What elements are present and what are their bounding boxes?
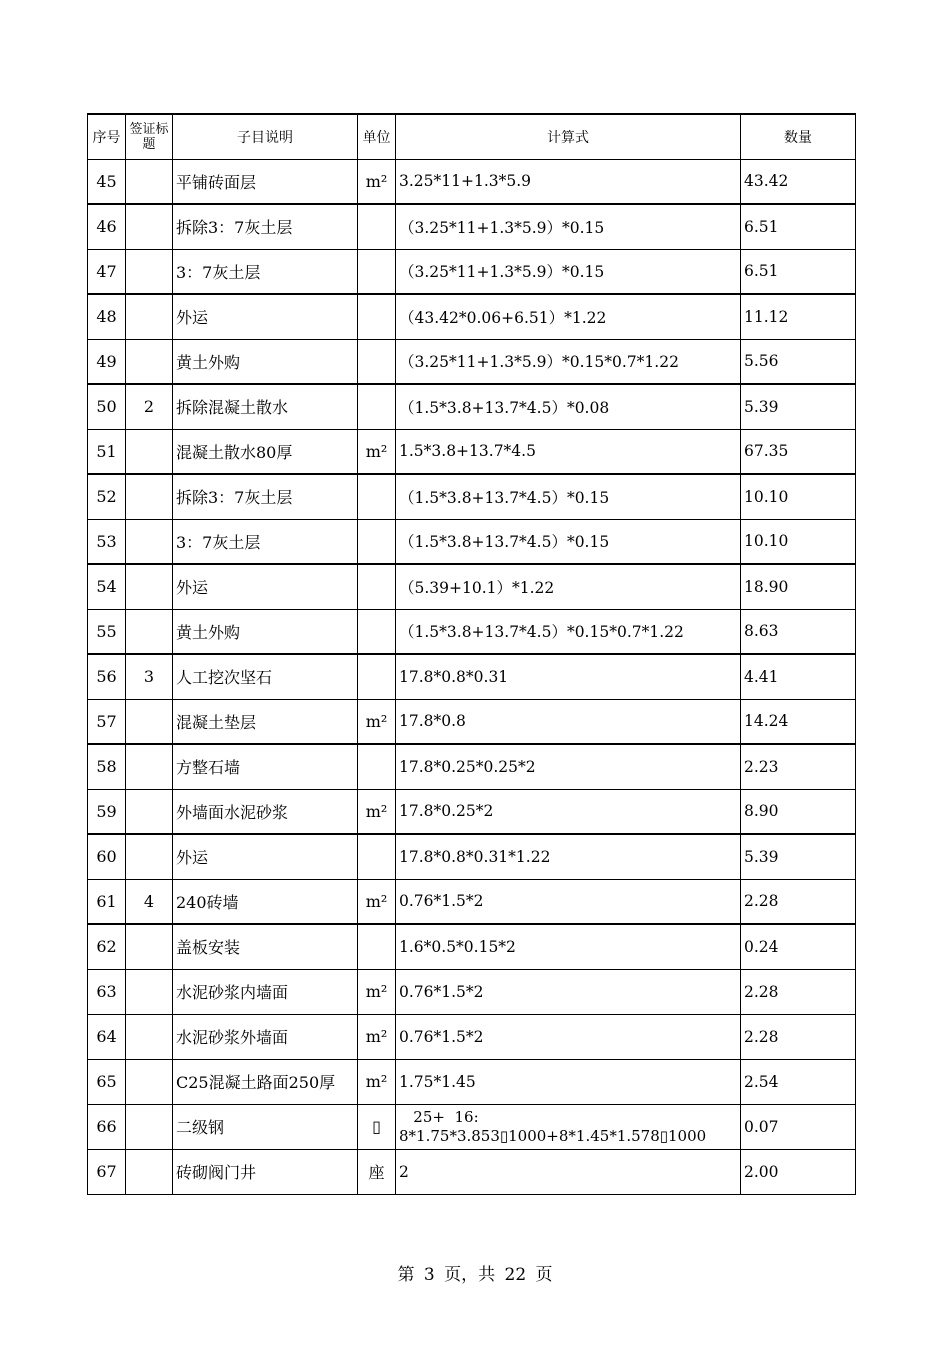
cell-quantity: 18.90 xyxy=(741,564,856,609)
cell-visa-tag xyxy=(126,1059,173,1104)
cell-unit: ▯ xyxy=(358,1104,396,1149)
cell-item-description: 人工挖次坚石 xyxy=(173,654,358,699)
cell-formula: 1.75*1.45 xyxy=(396,1059,741,1104)
cell-item-description: 砖砌阀门井 xyxy=(173,1149,358,1194)
cell-quantity: 8.90 xyxy=(741,789,856,834)
cell-row-number: 66 xyxy=(88,1104,126,1149)
table-row xyxy=(88,1014,856,1059)
header-tag: 签证标题 xyxy=(126,114,173,159)
cell-item-description: 外运 xyxy=(173,834,358,879)
cell-visa-tag xyxy=(126,1104,173,1149)
cell-quantity: 0.24 xyxy=(741,924,856,969)
cell-unit xyxy=(358,204,396,249)
cell-visa-tag xyxy=(126,834,173,879)
cell-item-description: 外运 xyxy=(173,564,358,609)
cell-unit: m² xyxy=(358,1014,396,1059)
cell-formula: 25+ 16: 8*1.75*3.853▯1000+8*1.45*1.578▯1000 xyxy=(396,1104,741,1149)
cell-visa-tag xyxy=(126,744,173,789)
cell-item-description: 黄土外购 xyxy=(173,609,358,654)
footer-prefix: 第 xyxy=(397,1265,415,1285)
cell-formula: （1.5*3.8+13.7*4.5）*0.15*0.7*1.22 xyxy=(396,609,741,654)
cell-row-number: 54 xyxy=(88,564,126,609)
table-row xyxy=(88,564,856,609)
cell-unit: m² xyxy=(358,699,396,744)
cell-quantity: 6.51 xyxy=(741,204,856,249)
cell-unit xyxy=(358,519,396,564)
table-row xyxy=(88,924,856,969)
cell-unit: m² xyxy=(358,159,396,204)
footer-page-number: 3 xyxy=(423,1265,435,1285)
cell-item-description: 水泥砂浆内墙面 xyxy=(173,969,358,1014)
cell-visa-tag xyxy=(126,474,173,519)
cell-item-description: 黄土外购 xyxy=(173,339,358,384)
table-row xyxy=(88,429,856,474)
table-row xyxy=(88,1059,856,1104)
cell-formula: （1.5*3.8+13.7*4.5）*0.15 xyxy=(396,519,741,564)
cell-item-description: 水泥砂浆外墙面 xyxy=(173,1014,358,1059)
cell-unit: m² xyxy=(358,429,396,474)
cell-row-number: 52 xyxy=(88,474,126,519)
cell-visa-tag: 2 xyxy=(126,384,173,429)
cell-row-number: 55 xyxy=(88,609,126,654)
cell-formula: 1.6*0.5*0.15*2 xyxy=(396,924,741,969)
cell-visa-tag xyxy=(126,339,173,384)
cell-visa-tag xyxy=(126,1014,173,1059)
cell-unit xyxy=(358,249,396,294)
cell-row-number: 56 xyxy=(88,654,126,699)
cell-quantity: 5.39 xyxy=(741,384,856,429)
cell-visa-tag xyxy=(126,249,173,294)
cell-quantity: 10.10 xyxy=(741,519,856,564)
cell-unit xyxy=(358,339,396,384)
cell-unit xyxy=(358,834,396,879)
cell-row-number: 62 xyxy=(88,924,126,969)
quantity-table xyxy=(87,113,856,1195)
table-row xyxy=(88,294,856,339)
cell-row-number: 49 xyxy=(88,339,126,384)
cell-item-description: 混凝土垫层 xyxy=(173,699,358,744)
header-formula: 计算式 xyxy=(396,114,741,159)
cell-item-description: C25混凝土路面250厚 xyxy=(173,1059,358,1104)
cell-row-number: 47 xyxy=(88,249,126,294)
cell-visa-tag xyxy=(126,1149,173,1194)
footer-suffix: 页 xyxy=(535,1265,553,1285)
cell-quantity: 2.54 xyxy=(741,1059,856,1104)
table-row xyxy=(88,249,856,294)
cell-item-description: 拆除3：7灰土层 xyxy=(173,204,358,249)
cell-quantity: 8.63 xyxy=(741,609,856,654)
cell-visa-tag xyxy=(126,699,173,744)
cell-visa-tag: 4 xyxy=(126,879,173,924)
cell-row-number: 67 xyxy=(88,1149,126,1194)
cell-quantity: 0.07 xyxy=(741,1104,856,1149)
cell-quantity: 4.41 xyxy=(741,654,856,699)
cell-unit xyxy=(358,744,396,789)
cell-row-number: 61 xyxy=(88,879,126,924)
cell-row-number: 58 xyxy=(88,744,126,789)
table-row xyxy=(88,789,856,834)
cell-item-description: 拆除3：7灰土层 xyxy=(173,474,358,519)
cell-quantity: 2.28 xyxy=(741,969,856,1014)
table-row xyxy=(88,474,856,519)
cell-quantity: 10.10 xyxy=(741,474,856,519)
cell-formula: 17.8*0.8*0.31*1.22 xyxy=(396,834,741,879)
cell-quantity: 2.28 xyxy=(741,1014,856,1059)
cell-unit: m² xyxy=(358,1059,396,1104)
cell-row-number: 57 xyxy=(88,699,126,744)
cell-item-description: 混凝土散水80厚 xyxy=(173,429,358,474)
header-unit: 单位 xyxy=(358,114,396,159)
table-row xyxy=(88,834,856,879)
cell-row-number: 51 xyxy=(88,429,126,474)
cell-row-number: 50 xyxy=(88,384,126,429)
cell-quantity: 6.51 xyxy=(741,249,856,294)
cell-quantity: 2.23 xyxy=(741,744,856,789)
cell-formula: 0.76*1.5*2 xyxy=(396,969,741,1014)
cell-item-description: 240砖墙 xyxy=(173,879,358,924)
cell-formula: （5.39+10.1）*1.22 xyxy=(396,564,741,609)
cell-item-description: 盖板安装 xyxy=(173,924,358,969)
table-row xyxy=(88,1104,856,1149)
cell-row-number: 59 xyxy=(88,789,126,834)
cell-formula: 2 xyxy=(396,1149,741,1194)
cell-row-number: 63 xyxy=(88,969,126,1014)
cell-unit: 座 xyxy=(358,1149,396,1194)
cell-formula: （1.5*3.8+13.7*4.5）*0.08 xyxy=(396,384,741,429)
cell-formula: 3.25*11+1.3*5.9 xyxy=(396,159,741,204)
cell-formula: 0.76*1.5*2 xyxy=(396,1014,741,1059)
cell-row-number: 48 xyxy=(88,294,126,339)
cell-visa-tag xyxy=(126,564,173,609)
cell-visa-tag xyxy=(126,159,173,204)
cell-formula: 17.8*0.25*2 xyxy=(396,789,741,834)
cell-item-description: 平铺砖面层 xyxy=(173,159,358,204)
cell-item-description: 3：7灰土层 xyxy=(173,249,358,294)
cell-unit xyxy=(358,474,396,519)
cell-item-description: 外运 xyxy=(173,294,358,339)
cell-row-number: 45 xyxy=(88,159,126,204)
table-body xyxy=(88,159,856,1194)
cell-row-number: 53 xyxy=(88,519,126,564)
cell-quantity: 5.39 xyxy=(741,834,856,879)
cell-row-number: 46 xyxy=(88,204,126,249)
cell-item-description: 外墙面水泥砂浆 xyxy=(173,789,358,834)
cell-formula: 17.8*0.8*0.31 xyxy=(396,654,741,699)
table-row xyxy=(88,654,856,699)
table-row xyxy=(88,384,856,429)
cell-row-number: 64 xyxy=(88,1014,126,1059)
cell-unit xyxy=(358,294,396,339)
cell-visa-tag: 3 xyxy=(126,654,173,699)
table-row xyxy=(88,609,856,654)
cell-visa-tag xyxy=(126,204,173,249)
cell-item-description: 3：7灰土层 xyxy=(173,519,358,564)
cell-visa-tag xyxy=(126,609,173,654)
table-row xyxy=(88,699,856,744)
footer-middle: 页，共 xyxy=(444,1265,496,1285)
cell-quantity: 5.56 xyxy=(741,339,856,384)
cell-quantity: 11.12 xyxy=(741,294,856,339)
cell-quantity: 2.00 xyxy=(741,1149,856,1194)
table-row xyxy=(88,744,856,789)
cell-unit xyxy=(358,654,396,699)
cell-formula: （3.25*11+1.3*5.9）*0.15 xyxy=(396,249,741,294)
table-row xyxy=(88,879,856,924)
cell-formula: （3.25*11+1.3*5.9）*0.15*0.7*1.22 xyxy=(396,339,741,384)
cell-formula: （3.25*11+1.3*5.9）*0.15 xyxy=(396,204,741,249)
cell-formula: 17.8*0.8 xyxy=(396,699,741,744)
cell-visa-tag xyxy=(126,294,173,339)
table-row xyxy=(88,204,856,249)
cell-item-description: 二级钢 xyxy=(173,1104,358,1149)
table-row xyxy=(88,969,856,1014)
cell-unit: m² xyxy=(358,789,396,834)
header-no: 序号 xyxy=(88,114,126,159)
table-row xyxy=(88,159,856,204)
cell-unit: m² xyxy=(358,969,396,1014)
cell-formula: 1.5*3.8+13.7*4.5 xyxy=(396,429,741,474)
cell-unit xyxy=(358,609,396,654)
page-footer xyxy=(0,1260,950,1285)
cell-visa-tag xyxy=(126,789,173,834)
header-item: 子目说明 xyxy=(173,114,358,159)
cell-formula: （43.42*0.06+6.51）*1.22 xyxy=(396,294,741,339)
cell-visa-tag xyxy=(126,519,173,564)
cell-item-description: 方整石墙 xyxy=(173,744,358,789)
quantity-sheet xyxy=(87,113,855,1195)
cell-quantity: 2.28 xyxy=(741,879,856,924)
cell-quantity: 43.42 xyxy=(741,159,856,204)
cell-visa-tag xyxy=(126,429,173,474)
cell-formula: （1.5*3.8+13.7*4.5）*0.15 xyxy=(396,474,741,519)
cell-unit xyxy=(358,384,396,429)
cell-formula: 17.8*0.25*0.25*2 xyxy=(396,744,741,789)
cell-formula: 0.76*1.5*2 xyxy=(396,879,741,924)
header-qty: 数量 xyxy=(741,114,856,159)
cell-visa-tag xyxy=(126,969,173,1014)
cell-unit xyxy=(358,924,396,969)
table-row xyxy=(88,1149,856,1194)
footer-total-pages: 22 xyxy=(504,1265,527,1285)
cell-row-number: 65 xyxy=(88,1059,126,1104)
table-row xyxy=(88,339,856,384)
cell-item-description: 拆除混凝土散水 xyxy=(173,384,358,429)
cell-quantity: 14.24 xyxy=(741,699,856,744)
table-row xyxy=(88,519,856,564)
cell-quantity: 67.35 xyxy=(741,429,856,474)
cell-unit: m² xyxy=(358,879,396,924)
cell-row-number: 60 xyxy=(88,834,126,879)
header-row xyxy=(88,114,856,159)
cell-visa-tag xyxy=(126,924,173,969)
cell-unit xyxy=(358,564,396,609)
